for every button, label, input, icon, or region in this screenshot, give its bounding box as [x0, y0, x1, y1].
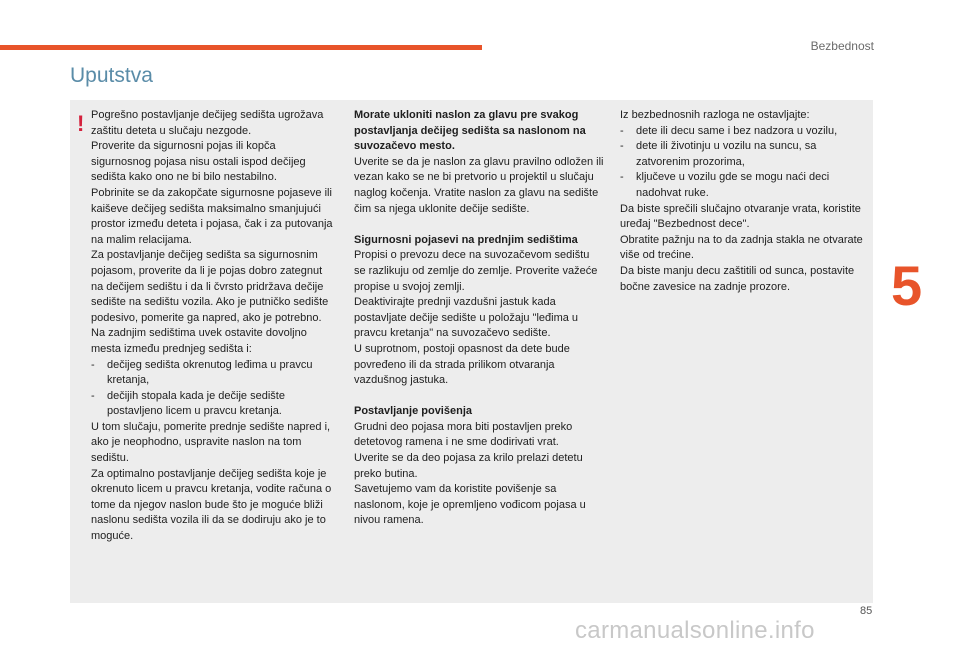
page-number: 85: [860, 605, 873, 617]
paragraph: Pobrinite se da zakopčate sigurnosne pojaseve ili kaiševe dečijeg sedišta maksimalno smanjujući prostor između deteta i pojasa, čak i za putovanja na malim relacijama.: [91, 186, 333, 246]
paragraph: Deaktivirajte prednji vazdušni jastuk kada postavljate dečije sedište u položaju "leđima u pravcu kretanja" na suvozačevo sedište.: [354, 296, 579, 340]
page-title: Uputstva: [70, 64, 153, 87]
header-accent-bar: [0, 45, 482, 50]
paragraph: Da biste sprečili slučajno otvaranje vrata, koristite uređaj "Bezbednost dece".: [620, 202, 861, 231]
heading-booster: Postavljanje povišenja: [354, 405, 472, 418]
paragraph: Uverite se da deo pojasa za krilo prelazi detetu preko butina.: [354, 452, 583, 480]
paragraph: Proverite da sigurnosni pojas ili kopča sigurnosnog pojasa nisu ostali ispod dečijeg sedišta kako ono ne bi bilo nestabilno.: [91, 140, 306, 184]
list-item: - dete ili decu same i bez nadzora u vozilu,: [620, 124, 838, 137]
column-middle: [354, 108, 604, 529]
paragraph: Iz bezbednosnih razloga ne ostavljajte:: [620, 109, 810, 121]
paragraph: Savetujemo vam da koristite povišenje sa naslonom, koje je opremljeno vođicom pojasa u nivou ramena.: [354, 483, 586, 527]
paragraph: Za optimalno postavljanje dečijeg sedišta koje je okrenuto licem u pravcu kretanja, vodite računa o tome da njegov naslon bude što je moguće bliži naslonu sedišta vozila ili da se dodiruju ako je to moguće.: [91, 467, 332, 543]
list-item: - dete ili životinju u vozilu na suncu, sa zatvorenim prozorima,: [620, 140, 817, 168]
chapter-number: 5: [891, 254, 923, 317]
heading-headrest: Morate ukloniti naslon za glavu pre svakog postavljanja dečijeg sedišta sa naslonom na suvozačevo mesto.: [354, 109, 586, 153]
watermark: carmanualsonline.info: [575, 617, 815, 644]
paragraph: Uverite se da je naslon za glavu pravilno odložen ili vezan kako se ne bi pretvorio u projektil u slučaju naglog kočenja. Vratite naslon za glavu na sedište čim sa njega uklonite dečije sedište.: [354, 155, 604, 215]
section-label: Bezbednost: [810, 39, 874, 53]
warning-exclamation-icon: !: [77, 111, 85, 136]
instructions-panel: [70, 100, 873, 603]
paragraph: Pogrešno postavljanje dečijeg sedišta ugrožava zaštitu deteta u slučaju nezgode.: [91, 109, 324, 137]
list-item: - dečijih stopala kada je dečije sedište postavljeno licem u pravcu kretanja.: [91, 389, 285, 418]
paragraph: Da biste manju decu zaštitili od sunca, postavite bočne zavesice na zadnje prozore.: [620, 264, 855, 293]
column-left: [91, 108, 336, 545]
heading-front-seatbelts: Sigurnosni pojasevi na prednjim sedištima: [354, 233, 578, 246]
column-right: [620, 108, 865, 295]
paragraph: Za postavljanje dečijeg sedišta sa sigurnosnim pojasom, proverite da li je pojas dobro zategnut na dečijem sedištu i da li čvrsto pridržava dečije sedište na sedištu vozila. Ako je putničko sedište podesivo, pomerite ga napred, ako je potrebno.: [91, 249, 329, 324]
paragraph: Grudni deo pojasa mora biti postavljen preko detetovog ramena i ne sme dodirivati vrat.: [354, 420, 573, 449]
paragraph: Na zadnjim sedištima uvek ostavite dovoljno mesta između prednjeg sedišta i:: [91, 327, 307, 355]
paragraph: U tom slučaju, pomerite prednje sedište napred i, ako je neophodno, uspravite naslon na tom sedištu.: [91, 420, 331, 465]
paragraph: Obratite pažnju na to da zadnja stakla ne otvarate više od trećine.: [620, 233, 863, 262]
list-item: - ključeve u vozilu gde se mogu naći deci nadohvat ruke.: [620, 171, 830, 199]
list-item: - dečijeg sedišta okrenutog leđima u pravcu kretanja,: [91, 358, 313, 387]
paragraph: U suprotnom, postoji opasnost da dete bude povređeno ili da strada prilikom otvaranja vazdušnog jastuka.: [354, 342, 570, 387]
paragraph: Propisi o prevozu dece na suvozačevom sedištu se razlikuju od zemlje do zemlje. Proverite važeće propise u svojoj zemlji.: [354, 249, 598, 293]
